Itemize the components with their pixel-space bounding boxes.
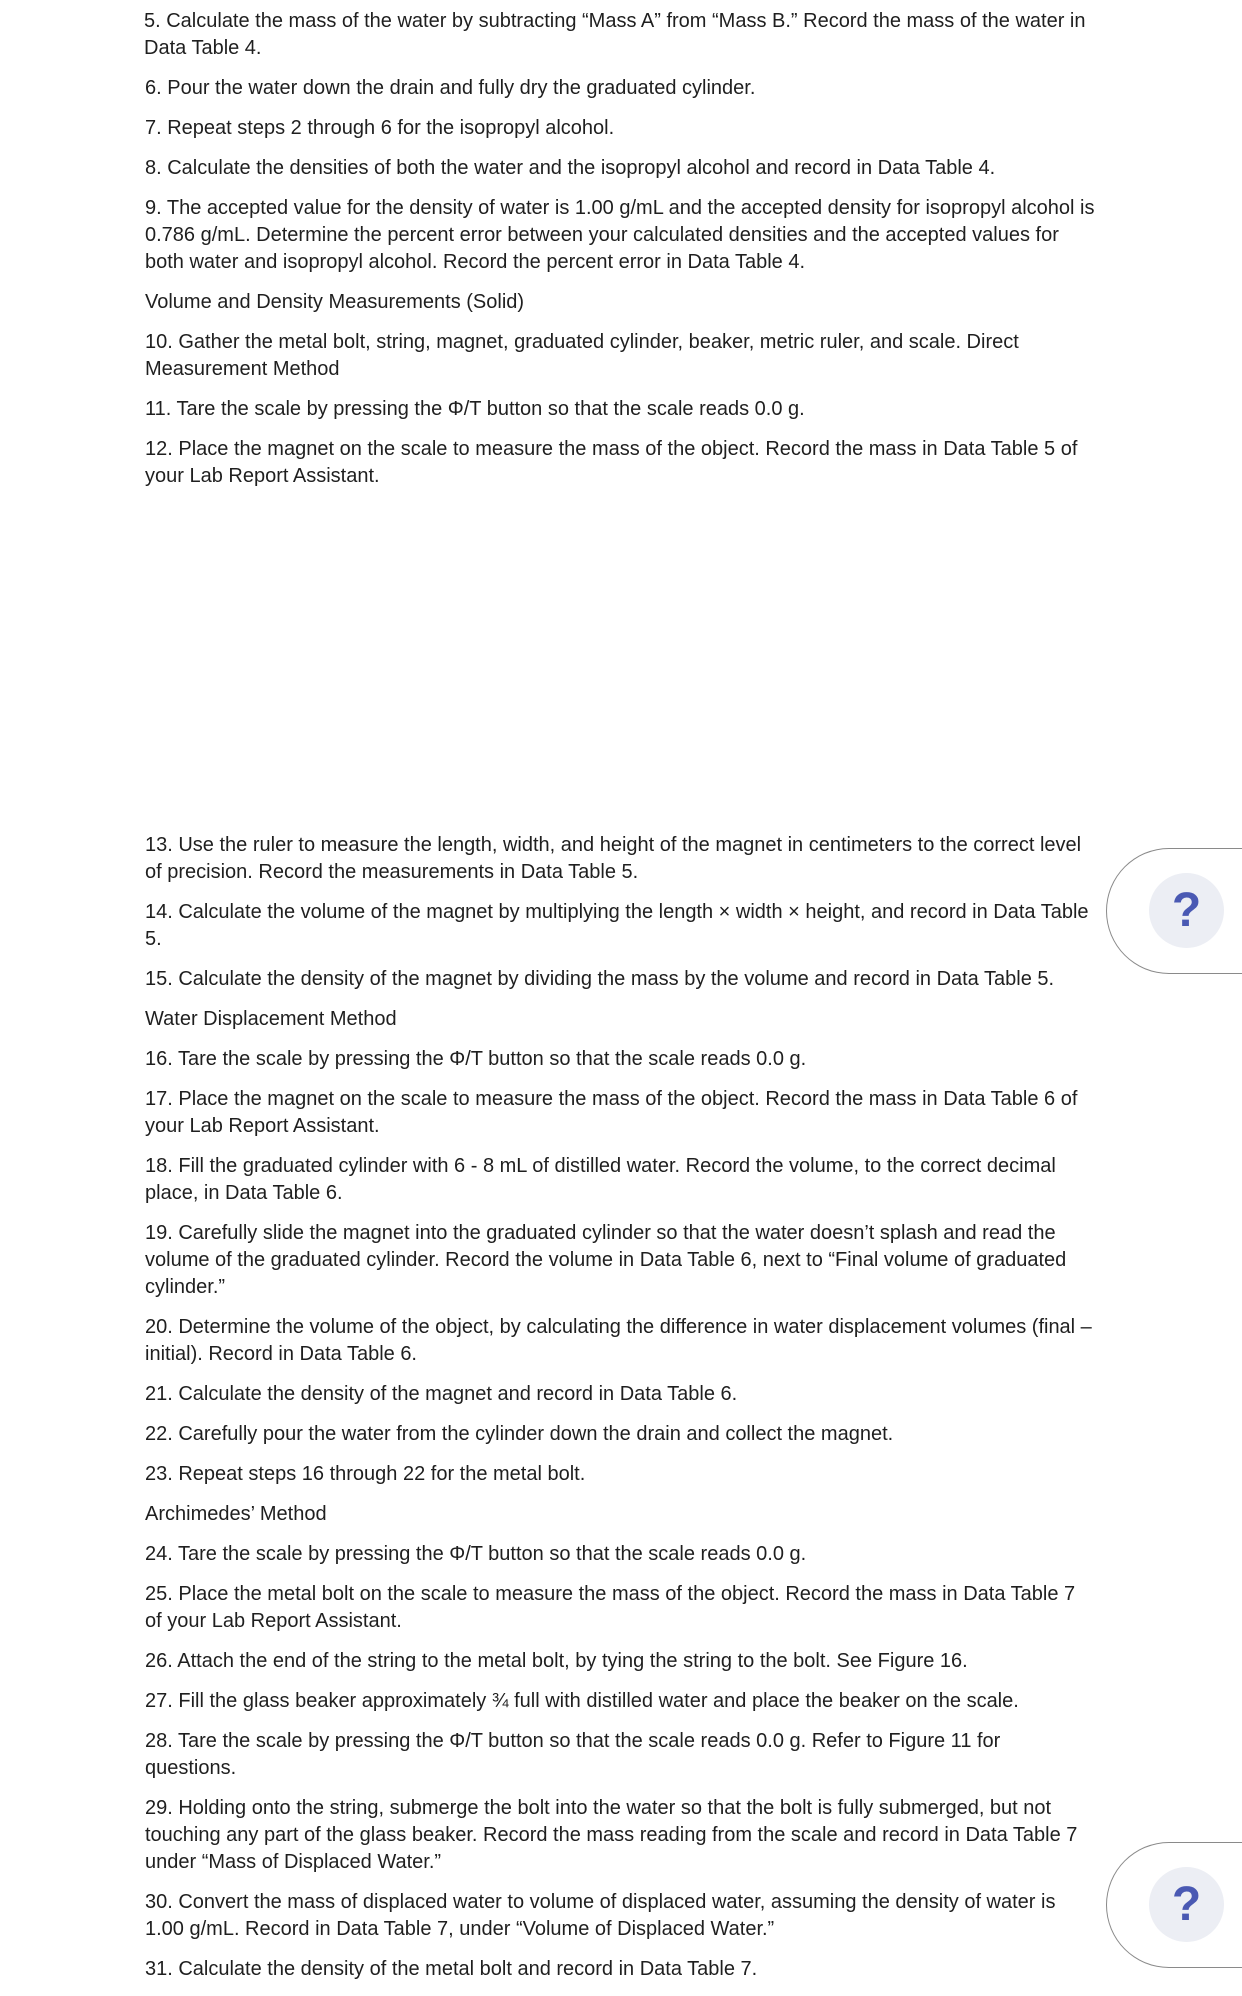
- question-mark-icon: ?: [1171, 1877, 1202, 1931]
- step-18: 18. Fill the graduated cylinder with 6 - 8 mL of distilled water. Record the volume, to the correct decimal place, in Data Table 6.: [145, 1155, 1056, 1204]
- step-10: 10. Gather the metal bolt, string, magnet, graduated cylinder, beaker, metric ruler, and scale. Direct Measurement Method: [145, 331, 1019, 380]
- step-17: 17. Place the magnet on the scale to measure the mass of the object. Record the mass in Data Table 6 of your Lab Report Assistant.: [145, 1088, 1078, 1137]
- help-button[interactable]: [1106, 848, 1242, 974]
- instructions-top: [145, 8, 1095, 503]
- step-5: 5. Calculate the mass of the water by subtracting “Mass A” from “Mass B.” Record the mass of the water in Data Table 4.: [144, 10, 1086, 59]
- step-13: 13. Use the ruler to measure the length, width, and height of the magnet in centimeters to the correct level of precision. Record the measurements in Data Table 5.: [145, 834, 1082, 883]
- section-heading-solid: Volume and Density Measurements (Solid): [145, 291, 525, 313]
- step-14: 14. Calculate the volume of the magnet by multiplying the length × width × height, and record in Data Table 5.: [145, 901, 1089, 950]
- step-19: 19. Carefully slide the magnet into the graduated cylinder so that the water doesn’t splash and read the volume of the graduated cylinder. Record the volume in Data Table 6, next to “Final volume of graduated cylinder.”: [145, 1222, 1067, 1298]
- step-20: 20. Determine the volume of the object, by calculating the difference in water displacement volumes (final – initial). Record in Data Table 6.: [145, 1316, 1092, 1365]
- step-9: 9. The accepted value for the density of water is 1.00 g/mL and the accepted density for isopropyl alcohol is 0.786 g/mL. Determine the percent error between your calculated densities and the accepted values for both water and isopropyl alcohol. Record the percent error in Data Table 4.: [145, 197, 1095, 273]
- step-31: 31. Calculate the density of the metal bolt and record in Data Table 7.: [145, 1958, 758, 1980]
- help-circle[interactable]: [1149, 873, 1224, 948]
- step-22: 22. Carefully pour the water from the cylinder down the drain and collect the magnet.: [145, 1423, 894, 1445]
- step-30: 30. Convert the mass of displaced water to volume of displaced water, assuming the density of water is 1.00 g/mL. Record in Data Table 7, under “Volume of Displaced Water.”: [145, 1891, 1056, 1940]
- question-mark-icon: ?: [1171, 883, 1202, 937]
- step-26: 26. Attach the end of the string to the metal bolt, by tying the string to the bolt. See Figure 16.: [145, 1650, 968, 1672]
- step-24: 24. Tare the scale by pressing the Φ/T button so that the scale reads 0.0 g.: [145, 1543, 807, 1565]
- section-heading-water-displacement: Water Displacement Method: [145, 1008, 397, 1030]
- help-circle[interactable]: [1149, 1867, 1224, 1942]
- step-11: 11. Tare the scale by pressing the Φ/T button so that the scale reads 0.0 g.: [145, 398, 805, 420]
- step-25: 25. Place the metal bolt on the scale to measure the mass of the object. Record the mass in Data Table 7 of your Lab Report Assistant.: [145, 1583, 1076, 1632]
- instructions-bottom: [145, 832, 1095, 1996]
- help-button[interactable]: [1106, 1842, 1242, 1968]
- step-12: 12. Place the magnet on the scale to measure the mass of the object. Record the mass in Data Table 5 of your Lab Report Assistant.: [145, 438, 1078, 487]
- step-16: 16. Tare the scale by pressing the Φ/T button so that the scale reads 0.0 g.: [145, 1048, 807, 1070]
- step-8: 8. Calculate the densities of both the water and the isopropyl alcohol and record in Data Table 4.: [145, 157, 996, 179]
- step-7: 7. Repeat steps 2 through 6 for the isopropyl alcohol.: [145, 117, 615, 139]
- step-28: 28. Tare the scale by pressing the Φ/T button so that the scale reads 0.0 g. Refer to Figure 11 for questions.: [145, 1730, 1001, 1779]
- step-27: 27. Fill the glass beaker approximately ¾ full with distilled water and place the beaker on the scale.: [145, 1690, 1019, 1712]
- step-29: 29. Holding onto the string, submerge the bolt into the water so that the bolt is fully submerged, but not touching any part of the glass beaker. Record the mass reading from the scale and record in Data Table 7 under “Mass of Displaced Water.”: [145, 1797, 1078, 1873]
- step-15: 15. Calculate the density of the magnet by dividing the mass by the volume and record in Data Table 5.: [145, 968, 1055, 990]
- step-6: 6. Pour the water down the drain and fully dry the graduated cylinder.: [145, 77, 756, 99]
- step-21: 21. Calculate the density of the magnet and record in Data Table 6.: [145, 1383, 738, 1405]
- section-heading-archimedes: Archimedes’ Method: [145, 1503, 327, 1525]
- step-23: 23. Repeat steps 16 through 22 for the metal bolt.: [145, 1463, 586, 1485]
